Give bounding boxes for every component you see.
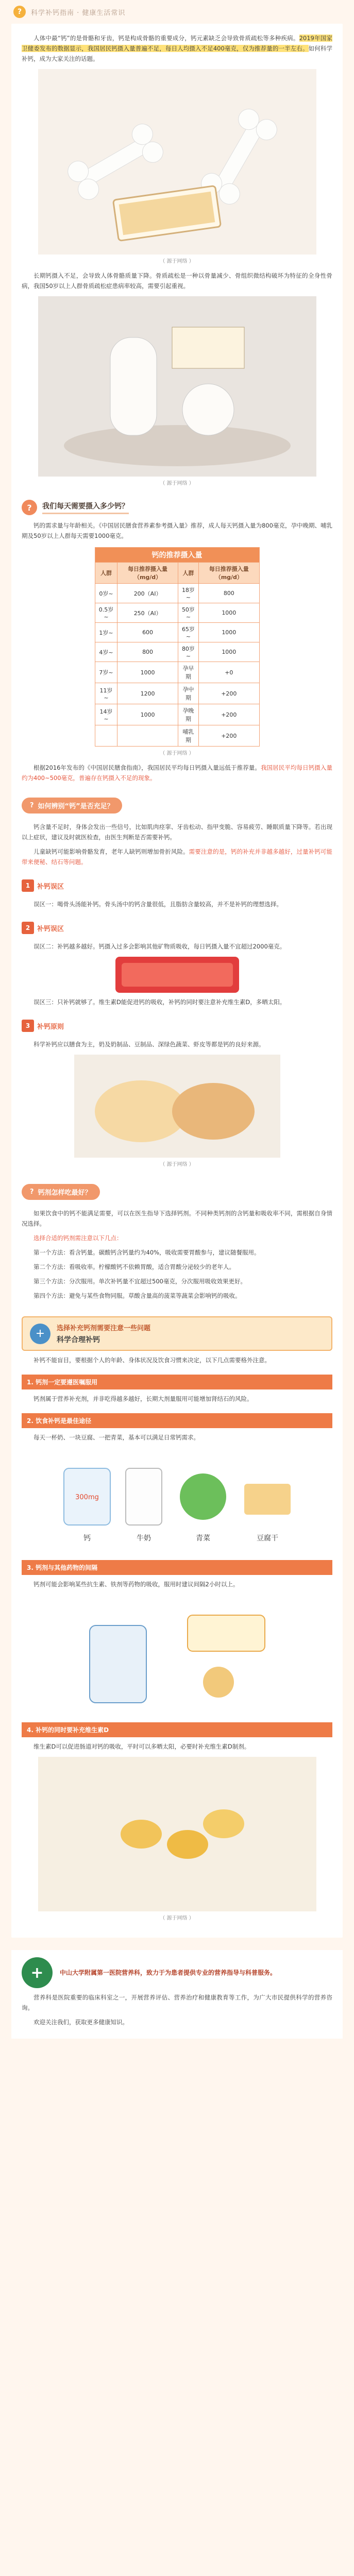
tip-bar-4: 4. 补钙的同时要补充维生素D bbox=[22, 1722, 332, 1737]
table-cell: 1000 bbox=[199, 623, 259, 642]
table-row bbox=[95, 662, 259, 683]
section-paragraph: 如果饮食中的钙不能满足需要，可以在医生指导下选择钙剂。不同种类钙剂的含钙量和吸收率不同，需根据自身情况选择。 bbox=[22, 1210, 332, 1227]
calcium-intake-table bbox=[95, 547, 260, 747]
pill-bottle-illustration bbox=[59, 1595, 296, 1713]
table-cell: 800 bbox=[117, 642, 178, 662]
section-pill-calcium-supplement bbox=[22, 1184, 100, 1200]
table-cell: 1000 bbox=[199, 603, 259, 623]
table-cell: 1200 bbox=[117, 683, 178, 704]
table-cell: +200 bbox=[199, 683, 259, 704]
section-paragraph: 每天一杯奶、一块豆腐、一把青菜，基本可以满足日常钙需求。 bbox=[33, 1434, 199, 1441]
hospital-footer bbox=[11, 1950, 343, 2039]
table-cell: 50岁~ bbox=[178, 603, 198, 623]
table-cell bbox=[117, 725, 178, 747]
question-icon: ? bbox=[30, 1188, 34, 1196]
question-icon: ? bbox=[22, 500, 37, 515]
table-header-cell: 每日推荐摄入量（mg/d） bbox=[199, 563, 259, 584]
table-cell: 14岁~ bbox=[95, 704, 117, 725]
table-header-cell: 人群 bbox=[95, 563, 117, 584]
section-paragraph: 钙剂属于营养补充剂，并非吃得越多越好，长期大剂量服用可能增加肾结石的风险。 bbox=[33, 1395, 253, 1402]
table-cell: 800 bbox=[199, 584, 259, 603]
section-paragraph: 儿童缺钙可能影响骨骼发育，老年人缺钙则增加骨折风险。需要注意的是，钙的补充并非越多越好，过量补钙可能带来便秘、结石等问题。 bbox=[22, 848, 333, 866]
table-cell bbox=[95, 725, 117, 747]
section-paragraph: 钙剂可能会影响某些抗生素、铁剂等药物的吸收，服用时建议间隔2小时以上。 bbox=[33, 1581, 239, 1588]
tip-bar-2: 2. 饮食补钙是最佳途径 bbox=[22, 1413, 332, 1428]
hospital-logo: + bbox=[22, 1957, 53, 1988]
image-caption: （ 源于网络 ） bbox=[160, 751, 194, 756]
table-cell: 哺乳期 bbox=[178, 725, 198, 747]
table-row bbox=[95, 683, 259, 704]
table-row bbox=[95, 704, 259, 725]
number-icon: 1 bbox=[22, 879, 34, 892]
osteoporosis-illustration bbox=[38, 296, 316, 477]
table-body bbox=[95, 584, 259, 747]
table-cell: 65岁~ bbox=[178, 623, 198, 642]
table-cell: +200 bbox=[199, 725, 259, 747]
table-cell: 200（AI） bbox=[117, 584, 178, 603]
section-header-calcium-need bbox=[22, 500, 332, 515]
list-item: 第二个方法：看吸收率。柠檬酸钙不依赖胃酸，适合胃酸分泌较少的老年人。 bbox=[33, 1263, 235, 1270]
pill-label: 如何辨别“钙”是否充足？ bbox=[38, 803, 114, 810]
section-paragraph: 误区三：只补钙就够了。维生素D能促进钙的吸收，补钙的同时要注意补充维生素D，多晒太阳。 bbox=[33, 998, 286, 1006]
table-header-cell: 每日推荐摄入量（mg/d） bbox=[117, 563, 178, 584]
tag-principle bbox=[22, 1020, 64, 1032]
section-paragraph: 误区二：补钙越多越好。钙摄入过多会影响其他矿物质吸收，每日钙摄入量不宜超过2000毫克。 bbox=[33, 943, 286, 950]
food-label: 豆腐干 bbox=[256, 1534, 278, 1543]
milk-illustration bbox=[115, 957, 239, 993]
table-row bbox=[95, 584, 259, 603]
highlight-paragraph: 选择合适的钙剂需注意以下几点： bbox=[33, 1234, 123, 1242]
table-cell: 4岁~ bbox=[95, 642, 117, 662]
table-cell: 孕早期 bbox=[178, 662, 198, 683]
table-cell: 1000 bbox=[117, 662, 178, 683]
medical-cross-icon: + bbox=[30, 1324, 50, 1344]
tip-bar-1: 1. 钙剂一定要遵医嘱服用 bbox=[22, 1375, 332, 1389]
table-cell: 18岁~ bbox=[178, 584, 198, 603]
section-paragraph: 维生素D可以促进肠道对钙的吸收，平时可以多晒太阳，必要时补充维生素D制剂。 bbox=[33, 1743, 250, 1750]
table-cell: 孕中期 bbox=[178, 683, 198, 704]
section-paragraph: 钙的需求量与年龄相关。《中国居民膳食营养素参考摄入量》推荐，成人每天钙摄入量为800毫克，孕中晚期、哺乳期及50岁以上人群每天需要1000毫克。 bbox=[22, 522, 332, 539]
number-icon: 2 bbox=[22, 922, 34, 934]
section-title: 我们每天需要摄入多少钙？ bbox=[42, 501, 129, 514]
table-row bbox=[95, 603, 259, 623]
section-paragraph: 补钙不能盲目，要根据个人的年龄、身体状况及饮食习惯来决定，以下几点需要格外注意。 bbox=[33, 1357, 271, 1364]
number-icon: 3 bbox=[22, 1020, 34, 1032]
table-header-cell: 人群 bbox=[178, 563, 198, 584]
tag-label: 补钙原则 bbox=[37, 1023, 64, 1031]
tip-bar-3: 3. 钙剂与其他药物的间隔 bbox=[22, 1560, 332, 1575]
pill-label: 钙剂怎样吃最好？ bbox=[38, 1189, 92, 1197]
section-pill-check-calcium bbox=[22, 798, 122, 814]
table-cell: 1000 bbox=[199, 642, 259, 662]
table-row bbox=[95, 623, 259, 642]
list-item: 第四个方法：避免与某些食物同服。草酸含量高的菠菜等蔬菜会影响钙的吸收。 bbox=[33, 1292, 241, 1299]
footer-header bbox=[22, 1957, 332, 1988]
footer-title: 中山大学附属第一医院营养科，致力于为患者提供专业的营养指导与科普服务。 bbox=[60, 1969, 277, 1976]
food-label: 青菜 bbox=[195, 1534, 210, 1543]
vitamin-d-photo bbox=[38, 1757, 316, 1911]
list-item: 第一个方法：看含钙量。碳酸钙含钙量约为40%，吸收需要胃酸参与，建议随餐服用。 bbox=[33, 1249, 260, 1256]
calcium-foods-illustration bbox=[48, 1448, 306, 1551]
supplement-tips-banner bbox=[22, 1316, 332, 1351]
table-cell: +0 bbox=[199, 662, 259, 683]
table-cell: 1000 bbox=[117, 704, 178, 725]
food-label: 牛奶 bbox=[136, 1534, 151, 1543]
bone-illustration bbox=[38, 69, 316, 255]
food-value: 300mg bbox=[75, 1494, 99, 1501]
table-cell: 孕晚期 bbox=[178, 704, 198, 725]
header-title: 科学补钙指南 · 健康生活常识 bbox=[31, 9, 126, 17]
table-cell: 0岁~ bbox=[95, 584, 117, 603]
image-caption: （ 源于网络 ） bbox=[160, 259, 194, 264]
food-label: 钙 bbox=[83, 1534, 91, 1543]
section-paragraph: 钙含量不足时，身体会发出一些信号，比如肌肉痉挛、牙齿松动、指甲变脆、容易疲劳、睡眠质量下降等。若出现以上症状，建议及时就医检查，由医生判断是否需要补钙。 bbox=[22, 823, 332, 841]
footer-paragraph: 营养科是医院重要的临床科室之一，开展营养评估、营养治疗和健康教育等工作，为广大市民提供科学的营养咨询。 bbox=[22, 1994, 332, 2011]
article-header bbox=[0, 0, 354, 24]
tag-label: 补钙误区 bbox=[37, 925, 64, 933]
intro-paragraph-2: 长期钙摄入不足，会导致人体骨骼质量下降。骨质疏松是一种以骨量减少、骨组织微结构破坏为特征的全身性骨病，我国50岁以上人群骨质疏松症患病率较高，需要引起重视。 bbox=[22, 272, 332, 290]
table-cell: 0.5岁~ bbox=[95, 603, 117, 623]
footer-paragraph: 欢迎关注我们，获取更多健康知识。 bbox=[33, 2019, 128, 2026]
table-title: 钙的推荐摄入量 bbox=[95, 548, 259, 563]
banner-subtitle: 科学合理补钙 bbox=[57, 1336, 100, 1344]
tag-misconception-1 bbox=[22, 879, 64, 892]
table-cell: 1岁~ bbox=[95, 623, 117, 642]
intro-paragraph: 人体中最“钙”的是骨骼和牙齿，钙是构成骨骼的重要成分，钙元素缺乏会导致骨质疏松等多种疾病。2019年国家卫健委发布的数据显示，我国居民钙摄入量普遍不足，每日人均摄入不足400毫克，仅为推荐量的一半左右。如何科学补钙，成为大家关注的话题。 bbox=[22, 35, 333, 62]
table-row bbox=[95, 642, 259, 662]
food-photo bbox=[74, 1055, 280, 1158]
table-cell: 600 bbox=[117, 623, 178, 642]
table-cell: 80岁~ bbox=[178, 642, 198, 662]
table-cell: 11岁~ bbox=[95, 683, 117, 704]
list-item: 第三个方法：分次服用。单次补钙量不宜超过500毫克，分次服用吸收效果更好。 bbox=[33, 1278, 246, 1285]
image-caption: （ 源于网络 ） bbox=[160, 1916, 194, 1921]
section-paragraph: 根据2016年发布的《中国居民膳食指南》，我国居民平均每日钙摄入量远低于推荐量。我国居民平均每日钙摄入量约为400~500毫克，普遍存在钙摄入不足的现象。 bbox=[22, 764, 332, 782]
section-paragraph: 科学补钙应以膳食为主，奶及奶制品、豆制品、深绿色蔬菜、虾皮等都是钙的良好来源。 bbox=[33, 1041, 265, 1048]
section-paragraph: 误区一：喝骨头汤能补钙。骨头汤中的钙含量很低，且脂肪含量较高，并不是补钙的理想选择。 bbox=[33, 901, 282, 908]
tag-misconception-2 bbox=[22, 922, 64, 934]
table-row bbox=[95, 725, 259, 747]
tag-label: 补钙误区 bbox=[37, 883, 64, 891]
table-cell: 250（AI） bbox=[117, 603, 178, 623]
table-cell: 7岁~ bbox=[95, 662, 117, 683]
brand-logo: ? bbox=[13, 6, 26, 18]
article-body bbox=[11, 24, 343, 1938]
image-caption: （ 源于网络 ） bbox=[160, 1162, 194, 1167]
banner-title: 选择补充钙剂需要注意一些问题 bbox=[57, 1325, 151, 1332]
table-cell: +200 bbox=[199, 704, 259, 725]
question-icon: ? bbox=[30, 802, 34, 809]
image-caption: （ 源于网络 ） bbox=[160, 481, 194, 486]
